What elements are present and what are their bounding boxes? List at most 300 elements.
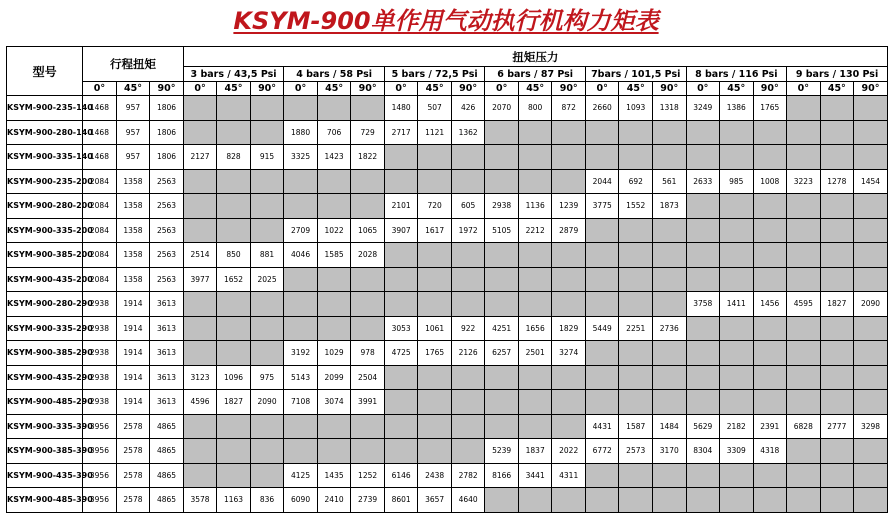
empty-cell [585,145,619,170]
empty-cell [585,243,619,268]
table-row [7,169,888,194]
torque-value-cell: 3977 [183,267,217,292]
empty-cell [518,145,552,170]
torque-value-cell: 2514 [183,243,217,268]
stroke-torque-cell: 1914 [116,365,150,390]
model-cell: KSYM-900-385-390 [7,439,83,464]
stroke-torque-cell: 3613 [150,390,184,415]
stroke-torque-cell: 1358 [116,169,150,194]
torque-value-cell: 4251 [485,316,519,341]
empty-cell [217,194,251,219]
empty-cell [753,365,787,390]
empty-cell [485,292,519,317]
torque-value-cell: 1827 [820,292,854,317]
stroke-torque-cell: 2084 [83,267,117,292]
empty-cell [619,390,653,415]
torque-value-cell: 6828 [787,414,821,439]
stroke-torque-cell: 2084 [83,243,117,268]
torque-value-cell: 706 [317,120,351,145]
angle-header: 45° [317,82,351,96]
pressure-header: 3 bars / 43,5 Psi [183,67,284,82]
empty-cell [518,414,552,439]
model-cell: KSYM-900-435-200 [7,267,83,292]
stroke-torque-cell: 3956 [83,414,117,439]
torque-value-cell: 3758 [686,292,720,317]
empty-cell [552,243,586,268]
torque-value-cell: 3325 [284,145,318,170]
empty-cell [217,96,251,121]
empty-cell [250,463,284,488]
torque-value-cell: 2938 [485,194,519,219]
torque-value-cell: 1061 [418,316,452,341]
torque-value-cell: 4725 [384,341,418,366]
empty-cell [351,267,385,292]
torque-value-cell: 1880 [284,120,318,145]
angle-header: 0° [686,82,720,96]
stroke-torque-cell: 3956 [83,488,117,513]
empty-cell [720,316,754,341]
empty-cell [753,267,787,292]
empty-cell [217,218,251,243]
torque-value-cell: 2090 [854,292,888,317]
torque-value-cell: 8601 [384,488,418,513]
stroke-torque-cell: 2938 [83,316,117,341]
stroke-torque-cell: 1358 [116,267,150,292]
torque-value-cell: 3192 [284,341,318,366]
empty-cell [284,414,318,439]
torque-value-cell: 1435 [317,463,351,488]
empty-cell [485,365,519,390]
torque-value-cell: 3249 [686,96,720,121]
pressure-header: 7bars / 101,5 Psi [585,67,686,82]
model-cell: KSYM-900-235-140 [7,96,83,121]
empty-cell [418,292,452,317]
pressure-torque-header: 扭矩压力 [183,47,887,67]
table-row [7,292,888,317]
torque-value-cell: 3775 [585,194,619,219]
torque-value-cell: 4318 [753,439,787,464]
torque-value-cell: 2504 [351,365,385,390]
empty-cell [485,488,519,513]
empty-cell [686,194,720,219]
pressure-header: 9 bars / 130 Psi [787,67,888,82]
empty-cell [585,365,619,390]
empty-cell [250,194,284,219]
empty-cell [820,390,854,415]
torque-value-cell: 1873 [652,194,686,219]
empty-cell [686,267,720,292]
empty-cell [619,145,653,170]
empty-cell [787,145,821,170]
torque-value-cell: 4311 [552,463,586,488]
empty-cell [217,120,251,145]
stroke-torque-cell: 1468 [83,120,117,145]
angle-header: 90° [451,82,485,96]
empty-cell [820,120,854,145]
empty-cell [384,243,418,268]
torque-value-cell: 1163 [217,488,251,513]
torque-value-cell: 3123 [183,365,217,390]
empty-cell [820,145,854,170]
model-cell: KSYM-900-235-200 [7,169,83,194]
empty-cell [552,414,586,439]
empty-cell [720,463,754,488]
empty-cell [552,145,586,170]
empty-cell [183,463,217,488]
torque-value-cell: 1656 [518,316,552,341]
empty-cell [585,218,619,243]
empty-cell [351,414,385,439]
torque-value-cell: 3309 [720,439,754,464]
torque-value-cell: 2044 [585,169,619,194]
empty-cell [619,267,653,292]
model-cell: KSYM-900-485-290 [7,390,83,415]
empty-cell [787,390,821,415]
torque-value-cell: 720 [418,194,452,219]
empty-cell [854,463,888,488]
torque-value-cell: 3053 [384,316,418,341]
empty-cell [217,414,251,439]
empty-cell [652,365,686,390]
torque-value-cell: 915 [250,145,284,170]
torque-value-cell: 8304 [686,439,720,464]
stroke-torque-cell: 957 [116,96,150,121]
empty-cell [485,145,519,170]
torque-value-cell: 1318 [652,96,686,121]
empty-cell [250,292,284,317]
empty-cell [820,267,854,292]
torque-value-cell: 3907 [384,218,418,243]
empty-cell [787,120,821,145]
stroke-torque-cell: 4865 [150,439,184,464]
empty-cell [317,169,351,194]
table-row [7,145,888,170]
stroke-torque-cell: 2578 [116,463,150,488]
torque-value-cell: 1480 [384,96,418,121]
empty-cell [619,120,653,145]
empty-cell [317,267,351,292]
empty-cell [652,145,686,170]
angle-header: 90° [854,82,888,96]
empty-cell [183,292,217,317]
empty-cell [217,463,251,488]
empty-cell [518,365,552,390]
empty-cell [720,390,754,415]
torque-value-cell: 3991 [351,390,385,415]
empty-cell [820,194,854,219]
torque-value-cell: 985 [720,169,754,194]
torque-value-cell: 1585 [317,243,351,268]
stroke-torque-cell: 4865 [150,463,184,488]
empty-cell [820,218,854,243]
table-row [7,316,888,341]
torque-value-cell: 1827 [217,390,251,415]
torque-value-cell: 881 [250,243,284,268]
stroke-torque-cell: 4865 [150,488,184,513]
empty-cell [619,341,653,366]
empty-cell [652,243,686,268]
torque-value-cell: 2099 [317,365,351,390]
torque-value-cell: 4640 [451,488,485,513]
pressure-header: 4 bars / 58 Psi [284,67,385,82]
empty-cell [720,488,754,513]
empty-cell [686,120,720,145]
empty-cell [418,390,452,415]
empty-cell [183,414,217,439]
empty-cell [217,292,251,317]
empty-cell [787,365,821,390]
stroke-torque-cell: 3613 [150,292,184,317]
stroke-torque-cell: 1468 [83,96,117,121]
empty-cell [518,243,552,268]
empty-cell [250,414,284,439]
empty-cell [250,316,284,341]
empty-cell [686,463,720,488]
angle-header: 90° [552,82,586,96]
torque-value-cell: 800 [518,96,552,121]
torque-value-cell: 1617 [418,218,452,243]
table-row [7,218,888,243]
stroke-torque-cell: 3956 [83,463,117,488]
empty-cell [652,218,686,243]
empty-cell [619,463,653,488]
empty-cell [418,169,452,194]
empty-cell [720,243,754,268]
torque-value-cell: 2736 [652,316,686,341]
empty-cell [585,463,619,488]
stroke-torque-cell: 2938 [83,341,117,366]
empty-cell [317,316,351,341]
empty-cell [384,267,418,292]
torque-value-cell: 1093 [619,96,653,121]
empty-cell [384,169,418,194]
empty-cell [820,439,854,464]
stroke-torque-cell: 957 [116,145,150,170]
torque-value-cell: 3657 [418,488,452,513]
empty-cell [384,414,418,439]
table-row [7,243,888,268]
torque-value-cell: 561 [652,169,686,194]
empty-cell [720,218,754,243]
empty-cell [384,390,418,415]
table-row [7,463,888,488]
angle-header: 45° [720,82,754,96]
empty-cell [753,243,787,268]
stroke-torque-cell: 2563 [150,267,184,292]
torque-value-cell: 1022 [317,218,351,243]
empty-cell [217,439,251,464]
torque-value-cell: 1652 [217,267,251,292]
torque-value-cell: 8166 [485,463,519,488]
torque-value-cell: 4595 [787,292,821,317]
empty-cell [652,292,686,317]
stroke-torque-cell: 2578 [116,439,150,464]
table-row [7,341,888,366]
empty-cell [418,145,452,170]
empty-cell [753,218,787,243]
empty-cell [384,365,418,390]
stroke-torque-cell: 2563 [150,218,184,243]
empty-cell [183,120,217,145]
angle-header: 0° [284,82,318,96]
torque-value-cell: 5629 [686,414,720,439]
empty-cell [485,267,519,292]
angle-header: 0° [183,82,217,96]
torque-value-cell: 3298 [854,414,888,439]
empty-cell [351,316,385,341]
empty-cell [552,390,586,415]
empty-cell [552,365,586,390]
empty-cell [854,218,888,243]
model-cell: KSYM-900-385-200 [7,243,83,268]
torque-value-cell: 1454 [854,169,888,194]
empty-cell [250,120,284,145]
empty-cell [552,267,586,292]
torque-value-cell: 2410 [317,488,351,513]
stroke-torque-cell: 2563 [150,194,184,219]
empty-cell [720,145,754,170]
torque-value-cell: 1029 [317,341,351,366]
empty-cell [854,267,888,292]
empty-cell [686,218,720,243]
stroke-torque-cell: 2563 [150,169,184,194]
angle-header: 45° [518,82,552,96]
torque-value-cell: 507 [418,96,452,121]
torque-value-cell: 2251 [619,316,653,341]
torque-value-cell: 1136 [518,194,552,219]
empty-cell [217,316,251,341]
torque-value-cell: 836 [250,488,284,513]
empty-cell [552,120,586,145]
empty-cell [753,194,787,219]
empty-cell [686,316,720,341]
pressure-header: 8 bars / 116 Psi [686,67,787,82]
empty-cell [552,488,586,513]
empty-cell [787,316,821,341]
torque-value-cell: 922 [451,316,485,341]
torque-value-cell: 6146 [384,463,418,488]
torque-value-cell: 1456 [753,292,787,317]
torque-value-cell: 2633 [686,169,720,194]
stroke-torque-cell: 2563 [150,243,184,268]
torque-value-cell: 1096 [217,365,251,390]
empty-cell [753,341,787,366]
empty-cell [652,120,686,145]
torque-value-cell: 6090 [284,488,318,513]
angle-header: 45° [820,82,854,96]
empty-cell [317,439,351,464]
empty-cell [317,414,351,439]
empty-cell [217,341,251,366]
table-row [7,439,888,464]
torque-value-cell: 850 [217,243,251,268]
empty-cell [720,341,754,366]
model-cell: KSYM-900-435-290 [7,365,83,390]
empty-cell [317,194,351,219]
torque-value-cell: 2101 [384,194,418,219]
empty-cell [351,194,385,219]
empty-cell [854,243,888,268]
torque-value-cell: 2127 [183,145,217,170]
torque-value-cell: 1252 [351,463,385,488]
torque-value-cell: 1765 [753,96,787,121]
torque-value-cell: 2022 [552,439,586,464]
empty-cell [720,267,754,292]
stroke-torque-cell: 2938 [83,390,117,415]
angle-header: 0° [585,82,619,96]
empty-cell [485,169,519,194]
stroke-torque-cell: 3613 [150,365,184,390]
empty-cell [686,365,720,390]
torque-value-cell: 1484 [652,414,686,439]
stroke-torque-cell: 3613 [150,316,184,341]
empty-cell [820,365,854,390]
stroke-torque-cell: 1806 [150,120,184,145]
torque-value-cell: 2717 [384,120,418,145]
torque-value-cell: 426 [451,96,485,121]
empty-cell [250,341,284,366]
angle-header: 45° [217,82,251,96]
empty-cell [619,488,653,513]
torque-value-cell: 5449 [585,316,619,341]
empty-cell [485,243,519,268]
torque-table [6,46,888,513]
empty-cell [820,96,854,121]
empty-cell [384,145,418,170]
stroke-torque-cell: 2578 [116,414,150,439]
torque-value-cell: 7108 [284,390,318,415]
torque-value-cell: 828 [217,145,251,170]
torque-value-cell: 6772 [585,439,619,464]
pressure-header: 5 bars / 72,5 Psi [384,67,485,82]
empty-cell [384,439,418,464]
empty-cell [451,439,485,464]
angle-header: 90° [652,82,686,96]
empty-cell [552,292,586,317]
empty-cell [753,463,787,488]
angle-header: 90° [150,82,184,96]
empty-cell [418,439,452,464]
torque-value-cell: 4046 [284,243,318,268]
model-cell: KSYM-900-485-390 [7,488,83,513]
empty-cell [753,120,787,145]
empty-cell [451,390,485,415]
empty-cell [585,292,619,317]
angle-header: 0° [485,82,519,96]
angle-header: 45° [619,82,653,96]
empty-cell [250,218,284,243]
empty-cell [451,365,485,390]
empty-cell [854,194,888,219]
torque-value-cell: 4125 [284,463,318,488]
empty-cell [317,96,351,121]
empty-cell [787,267,821,292]
torque-value-cell: 4431 [585,414,619,439]
model-header: 型号 [7,47,83,96]
torque-value-cell: 2739 [351,488,385,513]
empty-cell [418,365,452,390]
empty-cell [720,194,754,219]
empty-cell [518,292,552,317]
empty-cell [585,120,619,145]
angle-header: 90° [250,82,284,96]
table-row [7,96,888,121]
stroke-torque-cell: 4865 [150,414,184,439]
empty-cell [518,390,552,415]
torque-value-cell: 1278 [820,169,854,194]
empty-cell [183,96,217,121]
empty-cell [284,169,318,194]
